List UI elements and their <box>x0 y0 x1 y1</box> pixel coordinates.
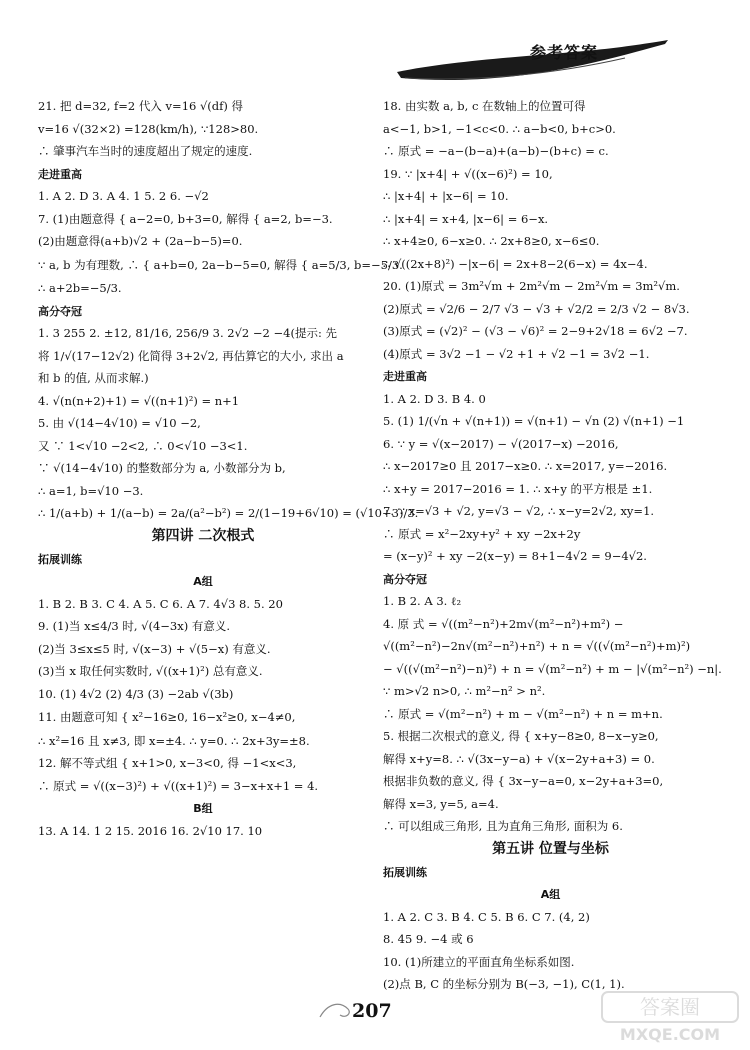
svg-text:MXQE.COM: MXQE.COM <box>619 1025 721 1044</box>
right-answer-line: 解得 x=3, y=5, a=4. <box>383 796 499 811</box>
left-answer-line: 1. A 2. D 3. A 4. 1 5. 2 6. −√2 <box>38 189 209 203</box>
right-column <box>383 99 722 1001</box>
left-answer-line: ∴ 原式 = √((x−3)²) + √((x+1)²) = 3−x+x+1 = 4. <box>38 778 319 793</box>
left-answer-line: 21. 把 d=32, f=2 代入 v=16 √(df) 得 <box>38 99 244 113</box>
left-answer-line: 1. B 2. B 3. C 4. A 5. C 6. A 7. 4√3 8. 5. 20 <box>38 596 283 611</box>
right-answer-line: ∴ 原式 = x²−2xy+y² + xy −2x+2y <box>383 526 581 541</box>
page-number: 207 <box>352 1000 392 1022</box>
right-answer-line: 19. ∵ |x+4| + √((x−6)²) = 10, <box>383 166 553 181</box>
right-answer-line: ∴ |x+4| = x+4, |x−6| = 6−x. <box>383 211 549 226</box>
section-title: 第四讲 二次根式 <box>151 527 255 544</box>
right-answer-line: 5. (1) 1/(√n + √(n+1)) = √(n+1) − √n (2) √(n+1) −1 <box>383 414 685 428</box>
left-answer-line: ∴ x²=16 且 x≠3, 即 x=±4. ∴ y=0. ∴ 2x+3y=±8. <box>38 733 310 748</box>
left-answer-line: ∵ a, b 为有理数, ∴ { a+b=0, 2a−b−5=0, 解得 { a=5/3, b=−5/3. <box>38 257 403 272</box>
left-column <box>38 99 419 847</box>
left-answer-line: (2)当 3≤x≤5 时, √(x−3) + √(5−x) 有意义. <box>38 641 271 656</box>
right-answer-line: 1. A 2. D 3. B 4. 0 <box>383 391 486 406</box>
subsection-heading: 拓展训练 <box>38 552 82 566</box>
right-answer-line: 10. (1)所建立的平面直角坐标系如图. <box>383 954 575 969</box>
right-answer-line: (2)点 B, C 的坐标分别为 B(−3, −1), C(1, 1). <box>383 977 625 991</box>
right-answer-line: ∴ 原式 = √(m²−n²) + m − √(m²−n²) + n = m+n. <box>383 706 663 721</box>
left-answer-line: ∴ a+2b=−5/3. <box>38 281 122 295</box>
right-answer-line: 1. B 2. A 3. ℓ₂ <box>383 594 462 608</box>
right-answer-line: 1. A 2. C 3. B 4. C 5. B 6. C 7. (4, 2) <box>383 909 590 924</box>
left-answer-line: ∴ a=1, b=√10 −3. <box>38 483 144 498</box>
right-answer-line: (2)原式 = √2/6 − 2/7 √3 − √3 + √2/2 = 2/3 √2 − 8√3. <box>383 301 690 316</box>
svg-text:答案圈: 答案圈 <box>640 995 700 1019</box>
group-heading: A组 <box>193 575 213 588</box>
section-title: 第五讲 位置与坐标 <box>492 840 609 857</box>
right-answer-line: ∴ 原式 = −a−(b−a)+(a−b)−(b+c) = c. <box>383 144 609 158</box>
left-answer-line: 13. A 14. 1 2 15. 2016 16. 2√10 17. 10 <box>38 823 263 838</box>
right-answer-line: 8. 45 9. −4 或 6 <box>383 932 474 946</box>
left-answer-line: 10. (1) 4√2 (2) 4/3 (3) −2ab √(3b) <box>38 686 234 701</box>
left-answer-line: 将 1/√(17−12√2) 化简得 3+2√2, 再估算它的大小, 求出 a <box>38 348 344 363</box>
right-answer-line: √((m²−n²)−2n√(m²−n²)+n²) + n = √((√(m²−n²)+m)²) <box>383 639 691 653</box>
right-answer-line: ∴ x−2017≥0 且 2017−x≥0. ∴ x=2017, y=−2016. <box>383 459 668 473</box>
right-answer-line: ∴ 可以组成三角形, 且为直角三角形, 面积为 6. <box>383 819 623 833</box>
right-answer-line: 7. ∵ x=√3 + √2, y=√3 − √2, ∴ x−y=2√2, xy=1. <box>383 504 655 518</box>
left-answer-line: (2)由题意得(a+b)√2 + (2a−b−5)=0. <box>38 234 243 248</box>
subsection-heading: 高分夺冠 <box>38 304 82 318</box>
left-answer-line: ∵ √(14−4√10) 的整数部分为 a, 小数部分为 b, <box>38 461 286 475</box>
left-answer-line: 12. 解不等式组 { x+1>0, x−3<0, 得 −1<x<3, <box>38 756 297 770</box>
right-answer-line: a<−1, b>1, −1<c<0. ∴ a−b<0, b+c>0. <box>383 121 616 136</box>
group-heading: A组 <box>540 888 561 901</box>
right-answer-line: 6. ∵ y = √(x−2017) − √(2017−x) −2016, <box>383 436 619 451</box>
left-answer-line: ∴ 1/(a+b) + 1/(a−b) = 2a/(a²−b²) = 2/(1−19+6√10) = (√10+3)/3. <box>38 506 419 520</box>
subsection-heading: 拓展训练 <box>383 865 427 879</box>
right-answer-line: 5. 根据二次根式的意义, 得 { x+y−8≥0, 8−x−y≥0, <box>383 729 659 743</box>
right-answer-line: (4)原式 = 3√2 −1 − √2 +1 + √2 −1 = 3√2 −1. <box>383 346 650 361</box>
left-answer-line: v=16 √(32×2) =128(km/h), ∵128>80. <box>38 121 259 136</box>
right-answer-line: 20. (1)原式 = 3m²√m + 2m²√m − 2m²√m = 3m²√m. <box>383 279 680 293</box>
right-answer-line: ∴ x+4≥0, 6−x≥0. ∴ 2x+8≥0, x−6≤0. <box>383 234 600 248</box>
subsection-heading: 走进重高 <box>383 370 427 383</box>
right-answer-line: = (x−y)² + xy −2(x−y) = 8+1−4√2 = 9−4√2. <box>383 549 647 563</box>
right-answer-line: (3)原式 = (√2)² − (√3 − √6)² = 2−9+2√18 = 6√2 −7. <box>383 324 688 338</box>
right-answer-line: ∴ x+y = 2017−2016 = 1. ∴ x+y 的平方根是 ±1. <box>383 481 653 496</box>
right-answer-line: ∵ m>√2 n>0, ∴ m²−n² > n². <box>383 684 546 698</box>
left-answer-line: (3)当 x 取任何实数时, √((x+1)²) 总有意义. <box>38 664 263 678</box>
right-answer-line: 解得 x+y=8. ∴ √(3x−y−a) + √(x−2y+a+3) = 0. <box>383 751 655 766</box>
right-answer-line: ∴ |x+4| + |x−6| = 10. <box>383 189 509 203</box>
header-title: 参考答案 <box>530 43 599 62</box>
left-answer-line: 1. 3 255 2. ±12, 81/16, 256/9 3. 2√2 −2 −4(提示: 先 <box>38 326 337 340</box>
left-answer-line: 又 ∵ 1<√10 −2<2, ∴ 0<√10 −3<1. <box>38 438 248 453</box>
right-answer-line: 4. 原 式 = √((m²−n²)+2m√(m²−n²)+m²) − <box>383 616 624 631</box>
subsection-heading: 高分夺冠 <box>383 572 427 586</box>
right-answer-line: − √((√(m²−n²)−n)²) + n = √(m²−n²) + m − |√(m²−n²) −n|. <box>383 661 722 676</box>
group-heading: B组 <box>193 802 213 815</box>
right-answer-line: 18. 由实数 a, b, c 在数轴上的位置可得 <box>383 99 586 113</box>
subsection-heading: 走进重高 <box>38 167 82 181</box>
left-answer-line: ∴ 肇事汽车当时的速度超出了规定的速度. <box>38 144 253 158</box>
left-answer-line: 7. (1)由题意得 { a−2=0, b+3=0, 解得 { a=2, b=−3. <box>38 211 333 226</box>
left-answer-line: 4. √(n(n+2)+1) = √((n+1)²) = n+1 <box>38 393 240 408</box>
left-answer-line: 9. (1)当 x≤4/3 时, √(4−3x) 有意义. <box>38 619 231 633</box>
right-answer-line: 根据非负数的意义, 得 { 3x−y−a=0, x−2y+a+3=0, <box>383 774 664 788</box>
left-answer-line: 5. 由 √(14−4√10) = √10 −2, <box>38 416 201 430</box>
left-answer-line: 11. 由题意可知 { x²−16≥0, 16−x²≥0, x−4≠0, <box>38 710 296 724</box>
left-answer-line: 和 b 的值, 从而求解.) <box>38 371 149 385</box>
right-answer-line: ∴ √((2x+8)²) −|x−6| = 2x+8−2(6−x) = 4x−4. <box>383 256 648 271</box>
watermark-logo <box>600 990 740 1045</box>
